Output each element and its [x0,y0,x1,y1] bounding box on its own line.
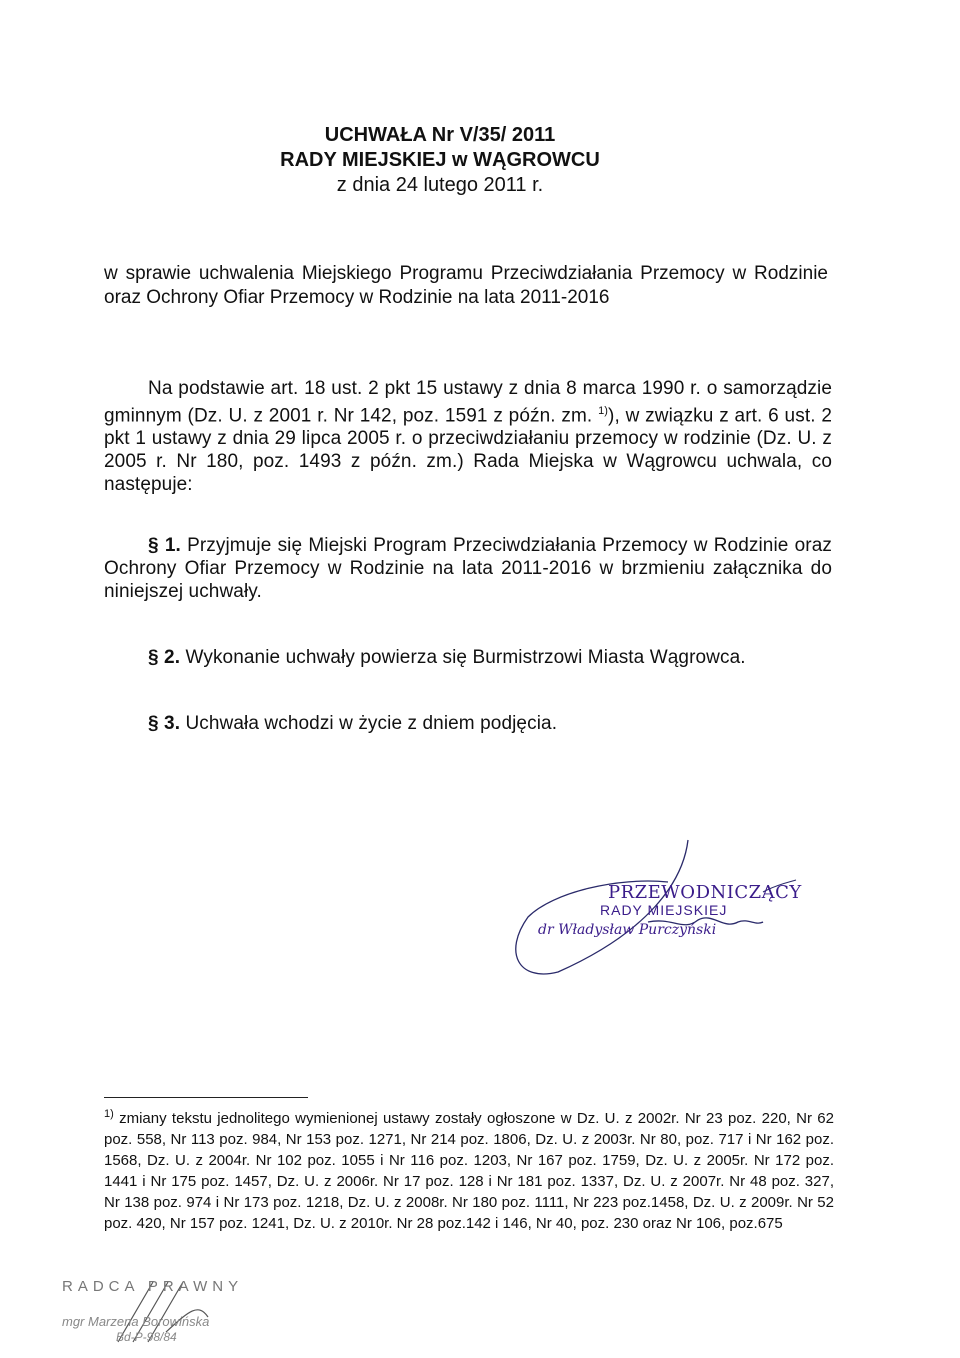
stamp-council: RADY MIEJSKIEJ [600,902,728,918]
legal-basis-text-1: Na podstawie art. 18 ust. 2 pkt 15 ustawy z dnia 8 marca 1990 r. o samorządzie gminnym (Dz. U. z 2001 r. Nr 142, poz. 1591 z późn. zm. [104,378,832,427]
paragraph-3-text: Uchwała wchodzi w życie z dniem podjęcia. [180,713,558,734]
chairman-stamp [498,822,802,1002]
paragraph-2 [148,646,848,669]
resolution-number: UCHWAŁA Nr V/35/ 2011 [324,124,556,146]
stamp-signatory: dr Władysław Purczyński [538,922,717,938]
footnote [104,1104,834,1234]
resolution-date: z dnia 24 lutego 2011 r. [336,174,544,196]
counsel-name: mgr Marzena Borowińska [62,1314,210,1329]
resolution-subject: w sprawie uchwalenia Miejskiego Programu Przeciwdziałania Przemocy w Rodzinie oraz Ochrony Ofiar Przemocy w Rodzinie na lata 2011-2016 [104,263,828,308]
paragraph-1-label: § 1. [148,535,181,556]
legal-basis-text-2: ), w związku z art. 6 ust. 2 pkt 1 ustawy z dnia 29 lipca 2005 r. o przeciwdziałaniu przemocy w rodzinie (Dz. U. z 2005 r. Nr 180, poz. 1493 z późn. zm.) Rada Miejska w Wągrowcu uchwala, co następuje: [104,405,832,496]
paragraph-3-label: § 3. [148,713,181,734]
footnote-separator [104,1097,308,1098]
paragraph-2-text: Wykonanie uchwały powierza się Burmistrzowi Miasta Wągrowca. [180,647,746,668]
counsel-title: RADCA PRAWNY [62,1278,244,1295]
council-name: RADY MIEJSKIEJ w WĄGROWCU [280,149,600,171]
legal-basis [104,377,832,496]
paragraph-1-text: Przyjmuje się Miejski Program Przeciwdziałania Przemocy w Rodzinie oraz Ochrony Ofiar Przemocy w Rodzinie na lata 2011-2016 w brzmieniu załącznika do niniejszej uchwały. [104,535,833,602]
footnote-reference: 1) [598,405,609,417]
paragraph-3 [148,712,848,735]
footnote-text: zmiany tekstu jednolitego wymienionej ustawy zostały ogłoszone w Dz. U. z 2002r. Nr 23 poz. 220, Nr 62 poz. 558, Nr 113 poz. 984, Nr 153 poz. 1271, Nr 214 poz. 1806, Dz. U. z 2003r. Nr 80, poz. 717 i Nr 162 poz. 1568, Dz. U. z 2004r. Nr 102 poz. 1055 i Nr 116 poz. 1203, Nr 167 poz. 1759, Dz. U. z 2005r. Nr 172 poz. 1441 i Nr 175 poz. 1457, Dz. U. z 2006r. Nr 17 poz. 128 i Nr 181 poz. 1337, Dz. U. z 2007r. Nr 48 poz. 327, Nr 138 poz. 974 i Nr 173 poz. 1218, Dz. U. z 2008r. Nr 180 poz. 1111, Nr 223 poz.1458, Dz. U. z 2009r. Nr 52 poz. 420, Nr 157 poz. 1241, Dz. U. z 2010r. Nr 28 poz.142 i 146, Nr 40, poz. 230 oraz Nr 106, poz.675 [104,1110,834,1232]
counsel-registration: Bd-P-98/84 [116,1330,177,1344]
stamp-title: PRZEWODNICZĄCY [608,882,802,903]
legal-counsel-stamp [48,1272,308,1352]
footnote-marker: 1) [104,1108,114,1120]
resolution-header [0,123,960,198]
paragraph-2-label: § 2. [148,647,181,668]
paragraph-1 [104,534,832,603]
